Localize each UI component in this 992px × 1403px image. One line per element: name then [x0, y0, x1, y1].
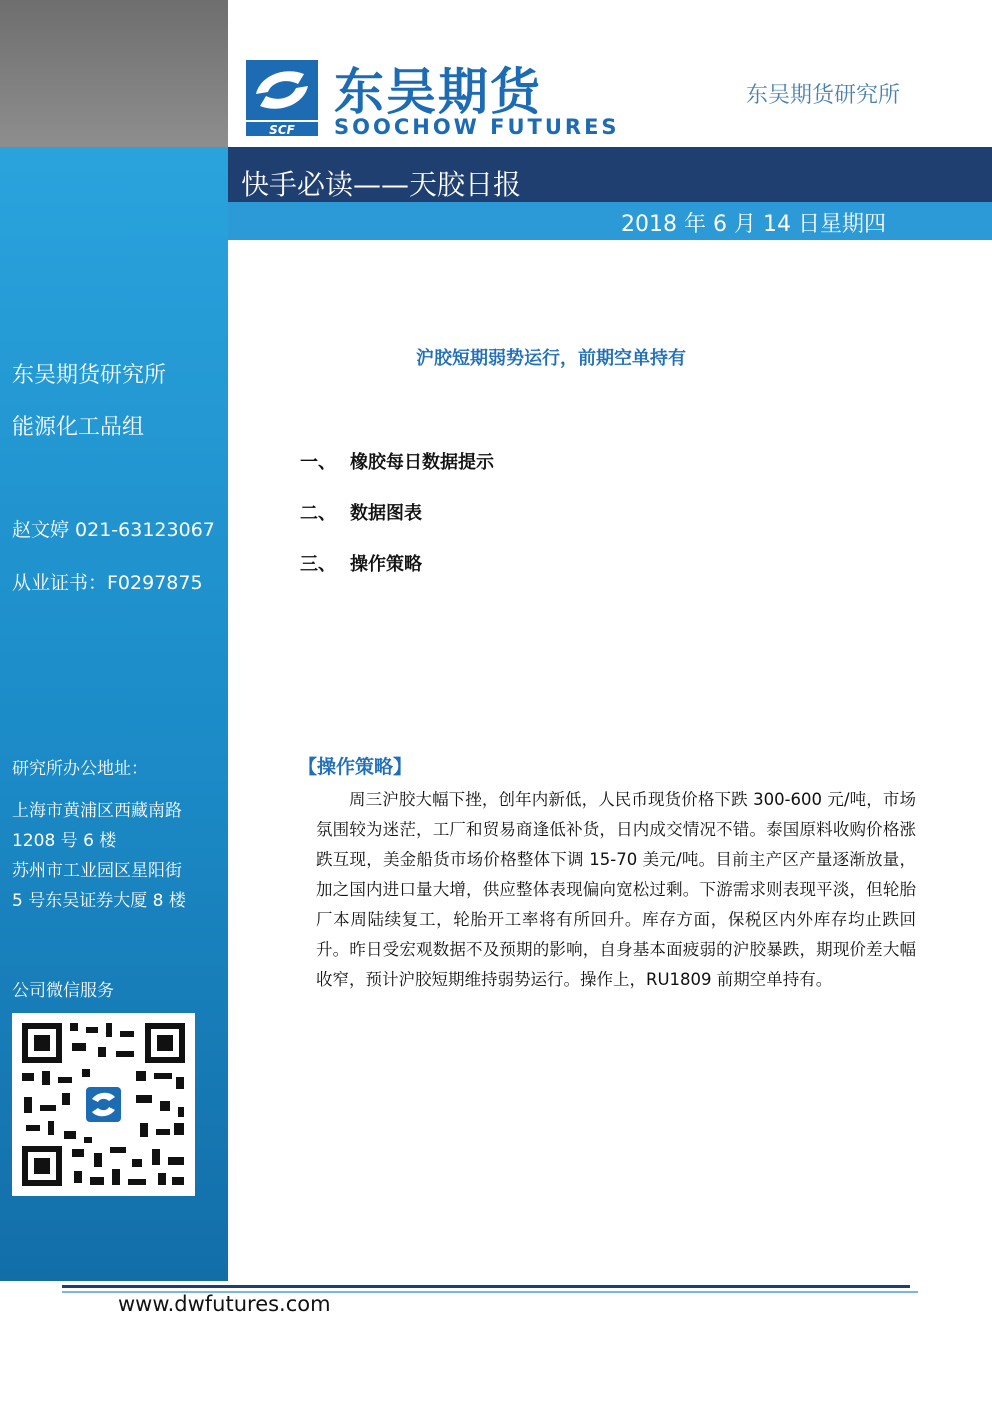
sidebar-address-line: 5 号东吴证券大厦 8 楼 [12, 891, 186, 911]
footer-website-link[interactable]: www.dwfutures.com [118, 1292, 331, 1316]
toc-item [300, 550, 422, 576]
toc-item [300, 448, 494, 474]
toc-item [300, 499, 422, 525]
footer-divider [62, 1285, 910, 1288]
report-date: 2018 年 6 月 14 日星期四 [621, 212, 886, 237]
logo-text: SCF [269, 123, 295, 137]
report-title: 快手必读——天胶日报 [241, 168, 522, 201]
qr-code-icon [12, 1013, 195, 1196]
toc-item-number: 一、 [300, 452, 336, 473]
toc-item-label: 橡胶每日数据提示 [350, 452, 494, 473]
sidebar-top-block [0, 0, 228, 147]
toc-item-label: 操作策略 [350, 554, 422, 575]
toc-item-number: 三、 [300, 554, 336, 575]
brand-name-cn: 东吴期货 [334, 63, 542, 121]
sidebar-address-line: 苏州市工业园区星阳街 [12, 861, 182, 881]
header-institute: 东吴期货研究所 [746, 83, 901, 108]
sidebar-group: 能源化工品组 [12, 415, 145, 440]
toc-item-label: 数据图表 [350, 503, 422, 524]
strategy-paragraph: 周三沪胶大幅下挫，创年内新低，人民币现货价格下跌 300-600 元/吨，市场氛围较为迷茫，工厂和贸易商逢低补货，日内成交情况不错。泰国原料收购价格涨跌互现，美金船货市场价格整体下调 15-70 美元/吨。目前主产区产量逐渐放量，加之国内进口量大增，供应整体表现偏向宽松过剩。下游需求则表现平淡，但轮胎厂本周陆续复工，轮胎开工率将有所回升。库存方面，保税区内外库存均止跌回升。昨日受宏观数据不及预期的影响，自身基本面疲弱的沪胶暴跌，期现价差大幅收窄，预计沪胶短期维持弱势运行。操作上，RU1809 前期空单持有。 [316, 790, 916, 989]
sidebar-analyst: 赵文婷 021-63123067 [12, 519, 215, 541]
sidebar-org: 东吴期货研究所 [12, 363, 167, 388]
toc-item-number: 二、 [300, 503, 336, 524]
sidebar-address-line: 1208 号 6 楼 [12, 831, 117, 851]
sidebar-address-line: 上海市黄浦区西藏南路 [12, 801, 182, 821]
sidebar-license: 从业证书：F0297875 [12, 572, 203, 594]
brand-name-en: SOOCHOW FUTURES [334, 115, 620, 139]
sidebar-wechat-label: 公司微信服务 [12, 981, 114, 1001]
strategy-heading: 【操作策略】 [298, 756, 413, 778]
company-logo-icon [246, 60, 326, 140]
main-heading: 沪胶短期弱势运行，前期空单持有 [416, 348, 686, 369]
sidebar-address-label: 研究所办公地址： [12, 759, 148, 779]
